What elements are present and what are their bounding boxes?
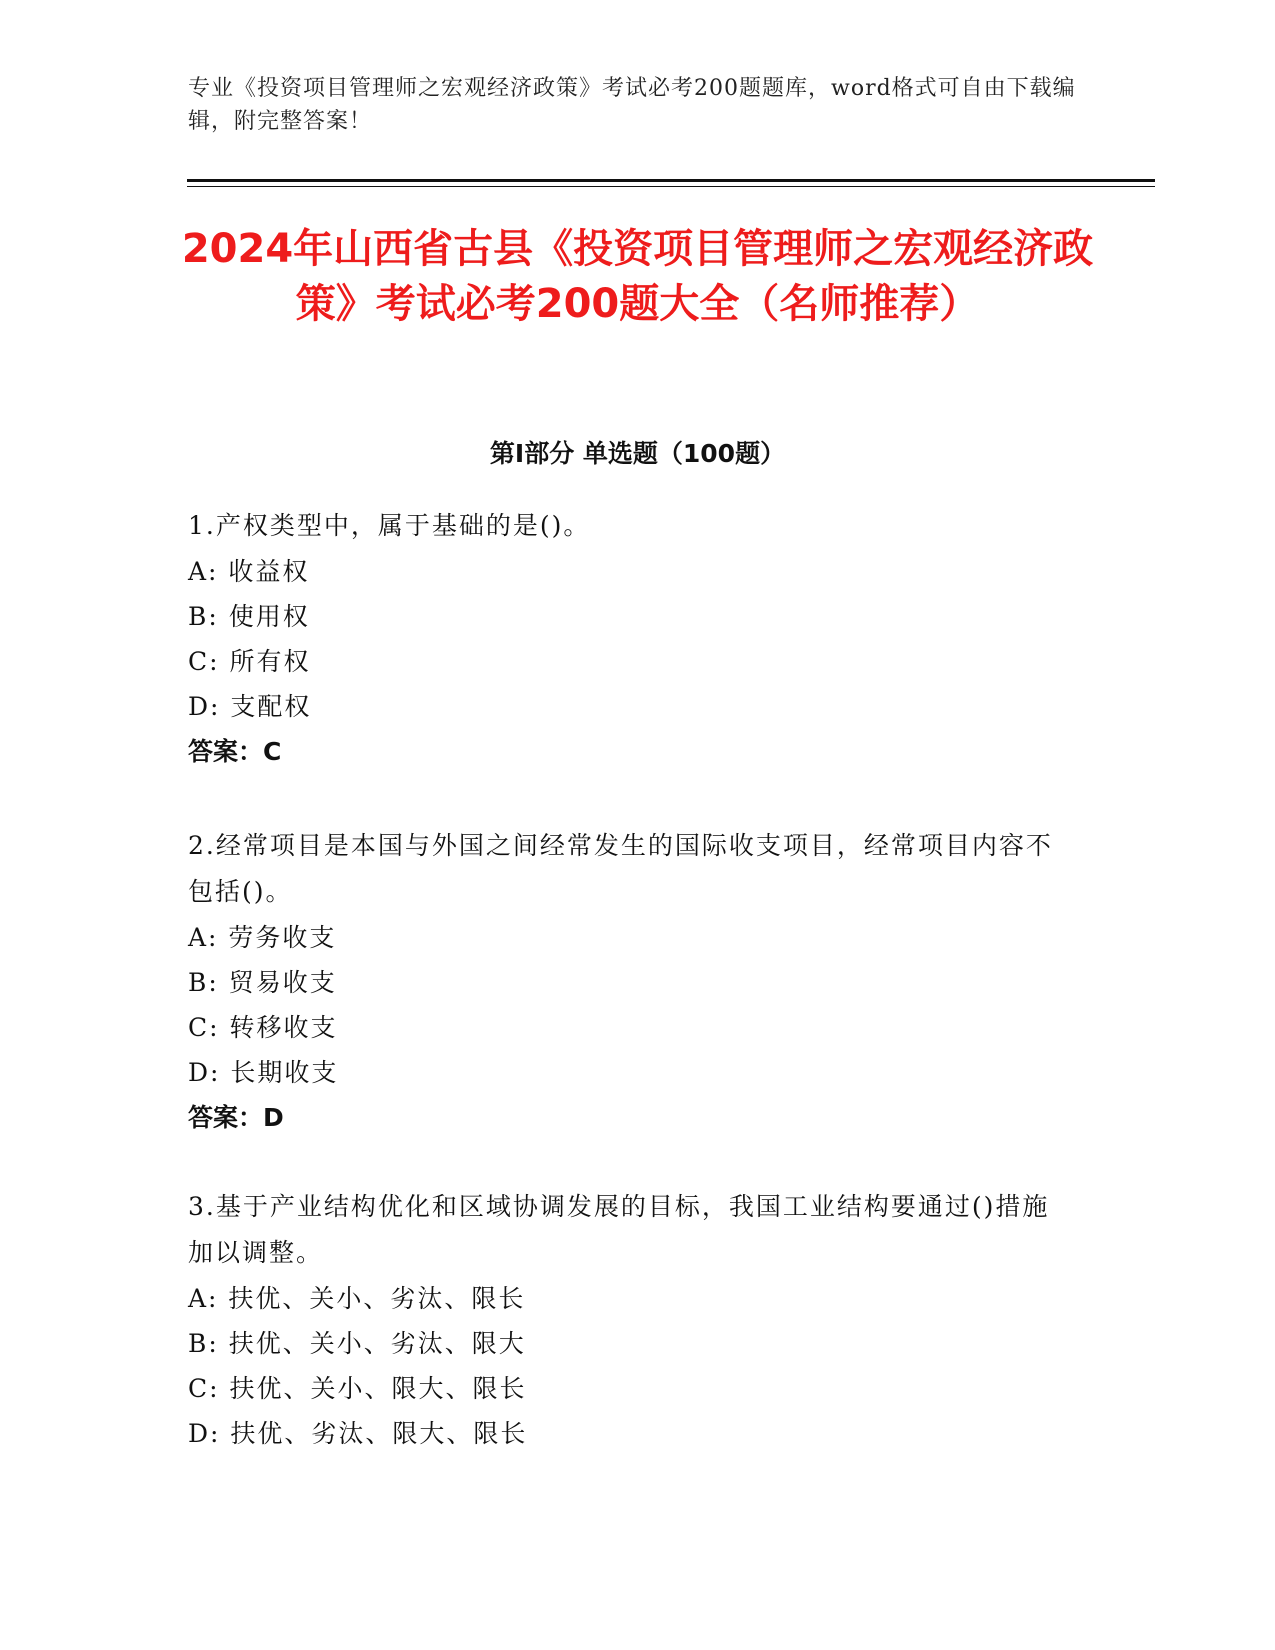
question-2 <box>188 823 1068 1141</box>
option-a: A: 收益权 <box>188 557 310 586</box>
option-c: C: 转移收支 <box>188 1013 338 1042</box>
option-d: D: 长期收支 <box>188 1058 339 1087</box>
header-rule-thin <box>187 186 1155 187</box>
option-c: C: 所有权 <box>188 647 311 676</box>
option-a: A: 扶优、关小、劣汰、限长 <box>188 1284 526 1313</box>
option-d: D: 支配权 <box>188 692 312 721</box>
question-3 <box>188 1184 1068 1456</box>
option-b: B: 使用权 <box>188 602 310 631</box>
option-a: A: 劳务收支 <box>188 923 337 952</box>
answer: 答案：D <box>188 1103 284 1132</box>
document-title: 2024年山西省古县《投资项目管理师之宏观经济政策》考试必考200题大全（名师推荐） <box>181 226 1094 327</box>
option-b: B: 贸易收支 <box>188 968 337 997</box>
option-c: C: 扶优、关小、限大、限长 <box>188 1374 527 1403</box>
answer: 答案：C <box>188 737 282 766</box>
header-note: 专业《投资项目管理师之宏观经济政策》考试必考200题题库，word格式可自由下载编辑，附完整答案！ <box>188 76 1076 134</box>
question-text: 1.产权类型中，属于基础的是()。 <box>188 511 591 540</box>
header-rule-thick <box>187 179 1155 182</box>
option-d: D: 扶优、劣汰、限大、限长 <box>188 1419 528 1448</box>
question-text: 2.经常项目是本国与外国之间经常发生的国际收支项目，经常项目内容不包括()。 <box>188 831 1053 906</box>
section-heading: 第Ⅰ部分 单选题（100题） <box>489 439 786 468</box>
question-text: 3.基于产业结构优化和区域协调发展的目标，我国工业结构要通过()措施加以调整。 <box>188 1192 1050 1267</box>
question-1 <box>188 503 1068 775</box>
option-b: B: 扶优、关小、劣汰、限大 <box>188 1329 526 1358</box>
